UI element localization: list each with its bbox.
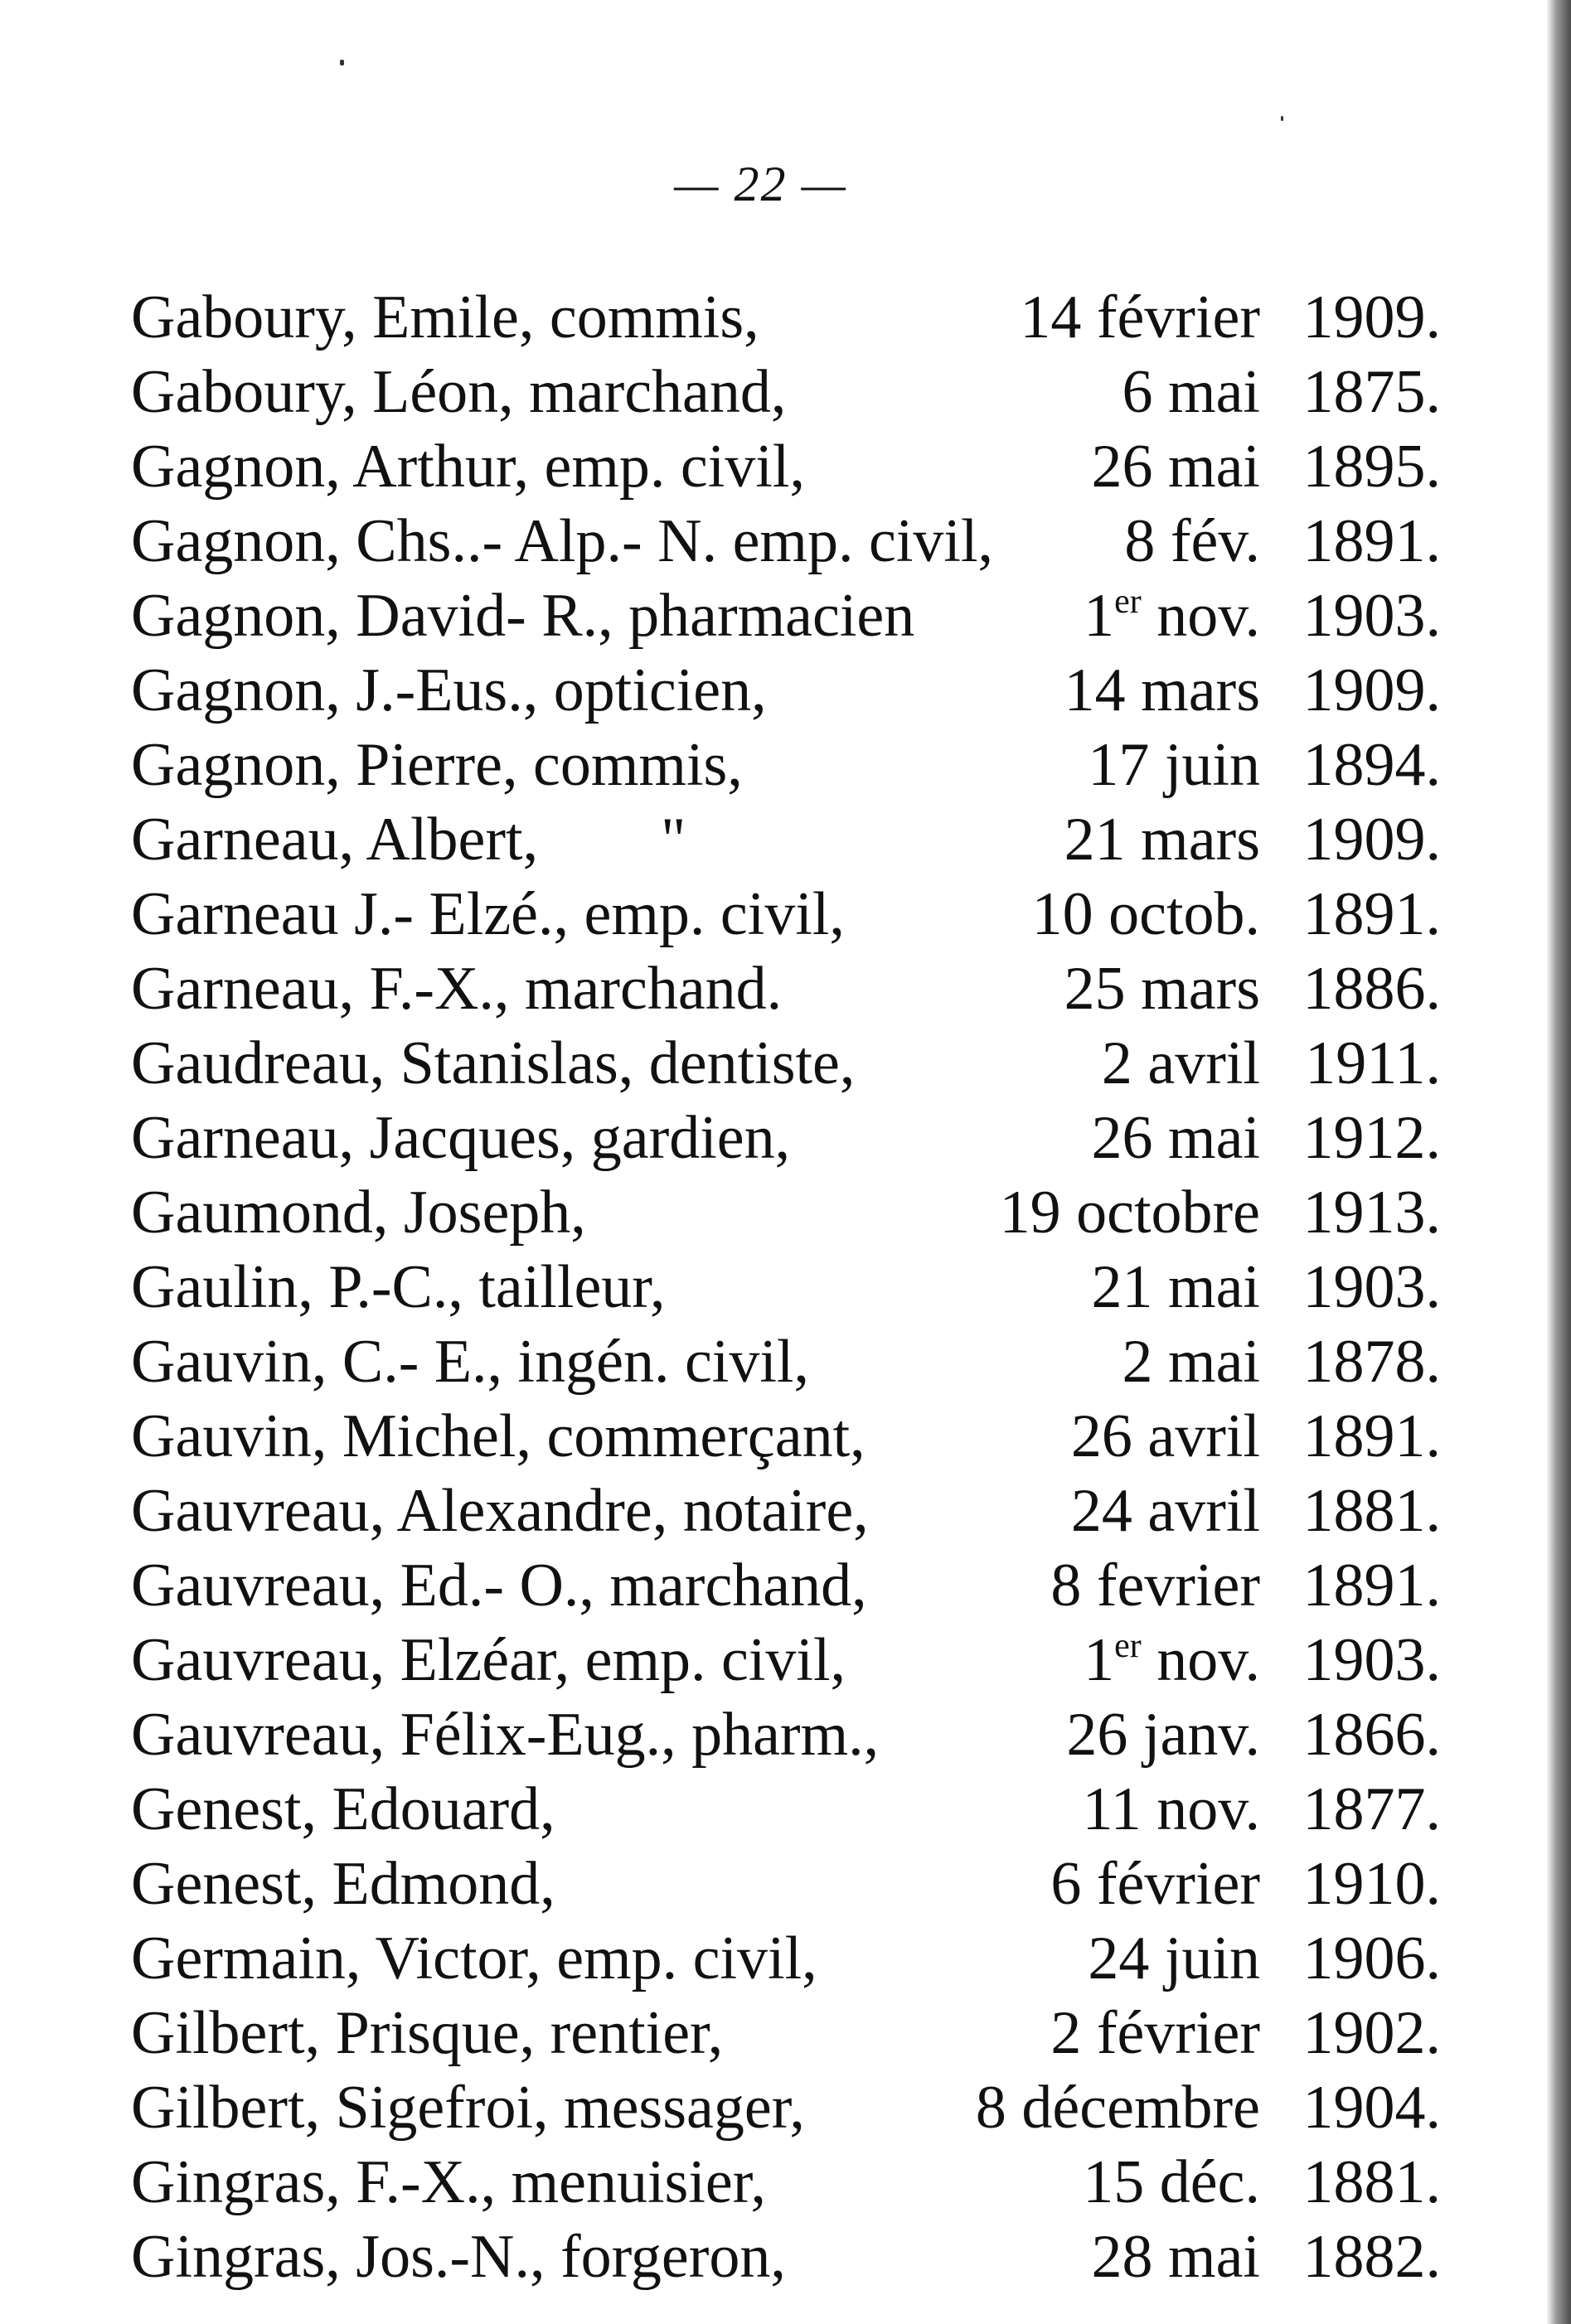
entry-date: 6 mai — [1122, 358, 1260, 426]
entry-date: 26 mai — [1091, 1104, 1260, 1172]
list-item — [131, 877, 1441, 951]
list-item — [131, 280, 1441, 355]
entry-year: 1912. — [1302, 1104, 1441, 1172]
entry-date-day: 1 — [1084, 582, 1115, 650]
entry-year: 1881. — [1302, 1477, 1441, 1545]
entry-date-month: nov. — [1141, 582, 1260, 650]
entry-date: 21 mai — [1091, 1253, 1260, 1321]
list-item — [131, 355, 1441, 429]
list-item — [131, 1548, 1441, 1623]
entry-year: 1886. — [1302, 955, 1441, 1023]
entry-name: Gaudreau, Stanislas, dentiste, — [131, 1029, 856, 1097]
list-item — [131, 1026, 1441, 1101]
entry-date: 10 octob. — [1031, 880, 1260, 948]
entry-date: 8 décembre — [975, 2074, 1260, 2142]
entry-year: 1878. — [1302, 1328, 1441, 1396]
list-item — [131, 2220, 1441, 2294]
page-edge-shadow — [1546, 0, 1571, 2324]
list-item — [131, 429, 1441, 504]
entry-year: 1909. — [1302, 806, 1441, 874]
entry-year: 1877. — [1302, 1775, 1441, 1843]
entry-name: Gagnon, David- R., pharmacien — [131, 582, 915, 650]
entry-name: Gauvin, C.- E., ingén. civil, — [131, 1328, 809, 1396]
list-item — [131, 504, 1441, 579]
entry-name: Gagnon, Chs..- Alp.- N. emp. civil, — [131, 507, 994, 575]
entry-date: 14 février — [1020, 283, 1260, 351]
entry-date-superscript: er — [1114, 583, 1142, 621]
list-item — [131, 1474, 1441, 1548]
entry-date: 24 avril — [1070, 1477, 1260, 1545]
entry-date: 8 fevrier — [1050, 1552, 1260, 1620]
entry-name: Gauvreau, Elzéar, emp. civil, — [131, 1626, 846, 1694]
entry-name: Genest, Edmond, — [131, 1850, 555, 1918]
entry-year: 1902. — [1302, 1999, 1441, 2067]
entry-year: 1891. — [1302, 880, 1441, 948]
entry-name: Garneau, Jacques, gardien, — [131, 1104, 791, 1172]
page-number: — 22 — — [674, 157, 847, 211]
entry-name: Garneau, Albert, " — [131, 806, 686, 874]
entry-year: 1891. — [1302, 507, 1441, 575]
entry-name: Gilbert, Prisque, rentier, — [131, 1999, 724, 2067]
entry-name: Genest, Edouard, — [131, 1775, 555, 1843]
entry-date: 2 février — [1050, 1999, 1260, 2067]
entry-date: 6 février — [1050, 1850, 1260, 1918]
entry-date: 26 mai — [1091, 433, 1260, 501]
entry-year: 1913. — [1302, 1179, 1441, 1247]
entry-date: 26 janv. — [1066, 1701, 1260, 1769]
list-item — [131, 2070, 1441, 2145]
entry-year: 1895. — [1302, 433, 1441, 501]
entry-date — [1084, 579, 1260, 653]
entry-name: Gingras, F.-X., menuisier, — [131, 2148, 766, 2216]
entry-date: 11 nov. — [1082, 1775, 1260, 1843]
list-item — [131, 1399, 1441, 1474]
list-item — [131, 579, 1441, 653]
entry-name: Gilbert, Sigefroi, messager, — [131, 2074, 805, 2142]
list-item — [131, 1101, 1441, 1175]
entry-year: 1903. — [1302, 1253, 1441, 1321]
entry-name: Gaboury, Emile, commis, — [131, 283, 759, 351]
entry-name: Gauvin, Michel, commerçant, — [131, 1402, 866, 1470]
entry-date: 25 mars — [1064, 955, 1260, 1023]
list-item — [131, 1324, 1441, 1399]
entry-date: 8 fév. — [1124, 507, 1260, 575]
entry-name: Gagnon, Pierre, commis, — [131, 731, 743, 799]
entry-name: Garneau J.- Elzé., emp. civil, — [131, 880, 845, 948]
entry-name: Gaboury, Léon, marchand, — [131, 358, 787, 426]
entry-year: 1911. — [1305, 1029, 1441, 1097]
entry-year: 1903. — [1302, 1626, 1441, 1694]
entry-date-month: nov. — [1141, 1626, 1260, 1694]
entry-date: 24 juin — [1088, 1925, 1260, 1992]
entry-date: 15 déc. — [1083, 2148, 1260, 2216]
entry-date: 28 mai — [1091, 2223, 1260, 2291]
list-item — [131, 1996, 1441, 2070]
entry-name: Gingras, Jos.-N., forgeron, — [131, 2223, 786, 2291]
entry-date: 21 mars — [1064, 806, 1260, 874]
scan-speck — [340, 60, 344, 65]
entry-year: 1866. — [1302, 1701, 1441, 1769]
entry-date-day: 1 — [1084, 1626, 1115, 1694]
entry-year: 1910. — [1302, 1850, 1441, 1918]
entry-name: Gaulin, P.-C., tailleur, — [131, 1253, 666, 1321]
list-item — [131, 2145, 1441, 2220]
list-item — [131, 1847, 1441, 1921]
list-item — [131, 1697, 1441, 1772]
list-item — [131, 653, 1441, 728]
entry-name: Gagnon, J.-Eus., opticien, — [131, 656, 767, 724]
entry-list — [131, 280, 1441, 2294]
entry-date: 26 avril — [1070, 1402, 1260, 1470]
entry-date: 14 mars — [1064, 656, 1260, 724]
entry-year: 1875. — [1302, 358, 1441, 426]
list-item — [131, 951, 1441, 1026]
entry-date: 17 juin — [1088, 731, 1260, 799]
entry-year: 1909. — [1302, 656, 1441, 724]
entry-year: 1906. — [1302, 1925, 1441, 1992]
list-item — [131, 1921, 1441, 1996]
scan-speck — [1281, 116, 1283, 121]
list-item — [131, 1175, 1441, 1250]
entry-year: 1903. — [1302, 582, 1441, 650]
entry-name: Gauvreau, Ed.- O., marchand, — [131, 1552, 867, 1620]
entry-date — [1084, 1623, 1260, 1697]
entry-year: 1909. — [1302, 283, 1441, 351]
entry-name: Gaumond, Joseph, — [131, 1179, 586, 1247]
list-item — [131, 1250, 1441, 1324]
list-item — [131, 728, 1441, 802]
entry-name: Gauvreau, Félix-Eug., pharm., — [131, 1701, 880, 1769]
entry-year: 1904. — [1302, 2074, 1441, 2142]
entry-name: Gauvreau, Alexandre, notaire, — [131, 1477, 869, 1545]
entry-name: Garneau, F.-X., marchand. — [131, 955, 783, 1023]
list-item — [131, 1772, 1441, 1847]
list-item — [131, 1623, 1441, 1697]
entry-date: 19 octobre — [999, 1179, 1260, 1247]
entry-date: 2 mai — [1122, 1328, 1260, 1396]
entry-year: 1894. — [1302, 731, 1441, 799]
entry-date: 2 avril — [1101, 1029, 1260, 1097]
entry-year: 1882. — [1302, 2223, 1441, 2291]
entry-name: Germain, Victor, emp. civil, — [131, 1925, 817, 1992]
entry-name: Gagnon, Arthur, emp. civil, — [131, 433, 805, 501]
list-item — [131, 802, 1441, 877]
entry-year: 1891. — [1302, 1552, 1441, 1620]
entry-year: 1881. — [1302, 2148, 1441, 2216]
entry-date-superscript: er — [1114, 1627, 1142, 1665]
entry-year: 1891. — [1302, 1402, 1441, 1470]
